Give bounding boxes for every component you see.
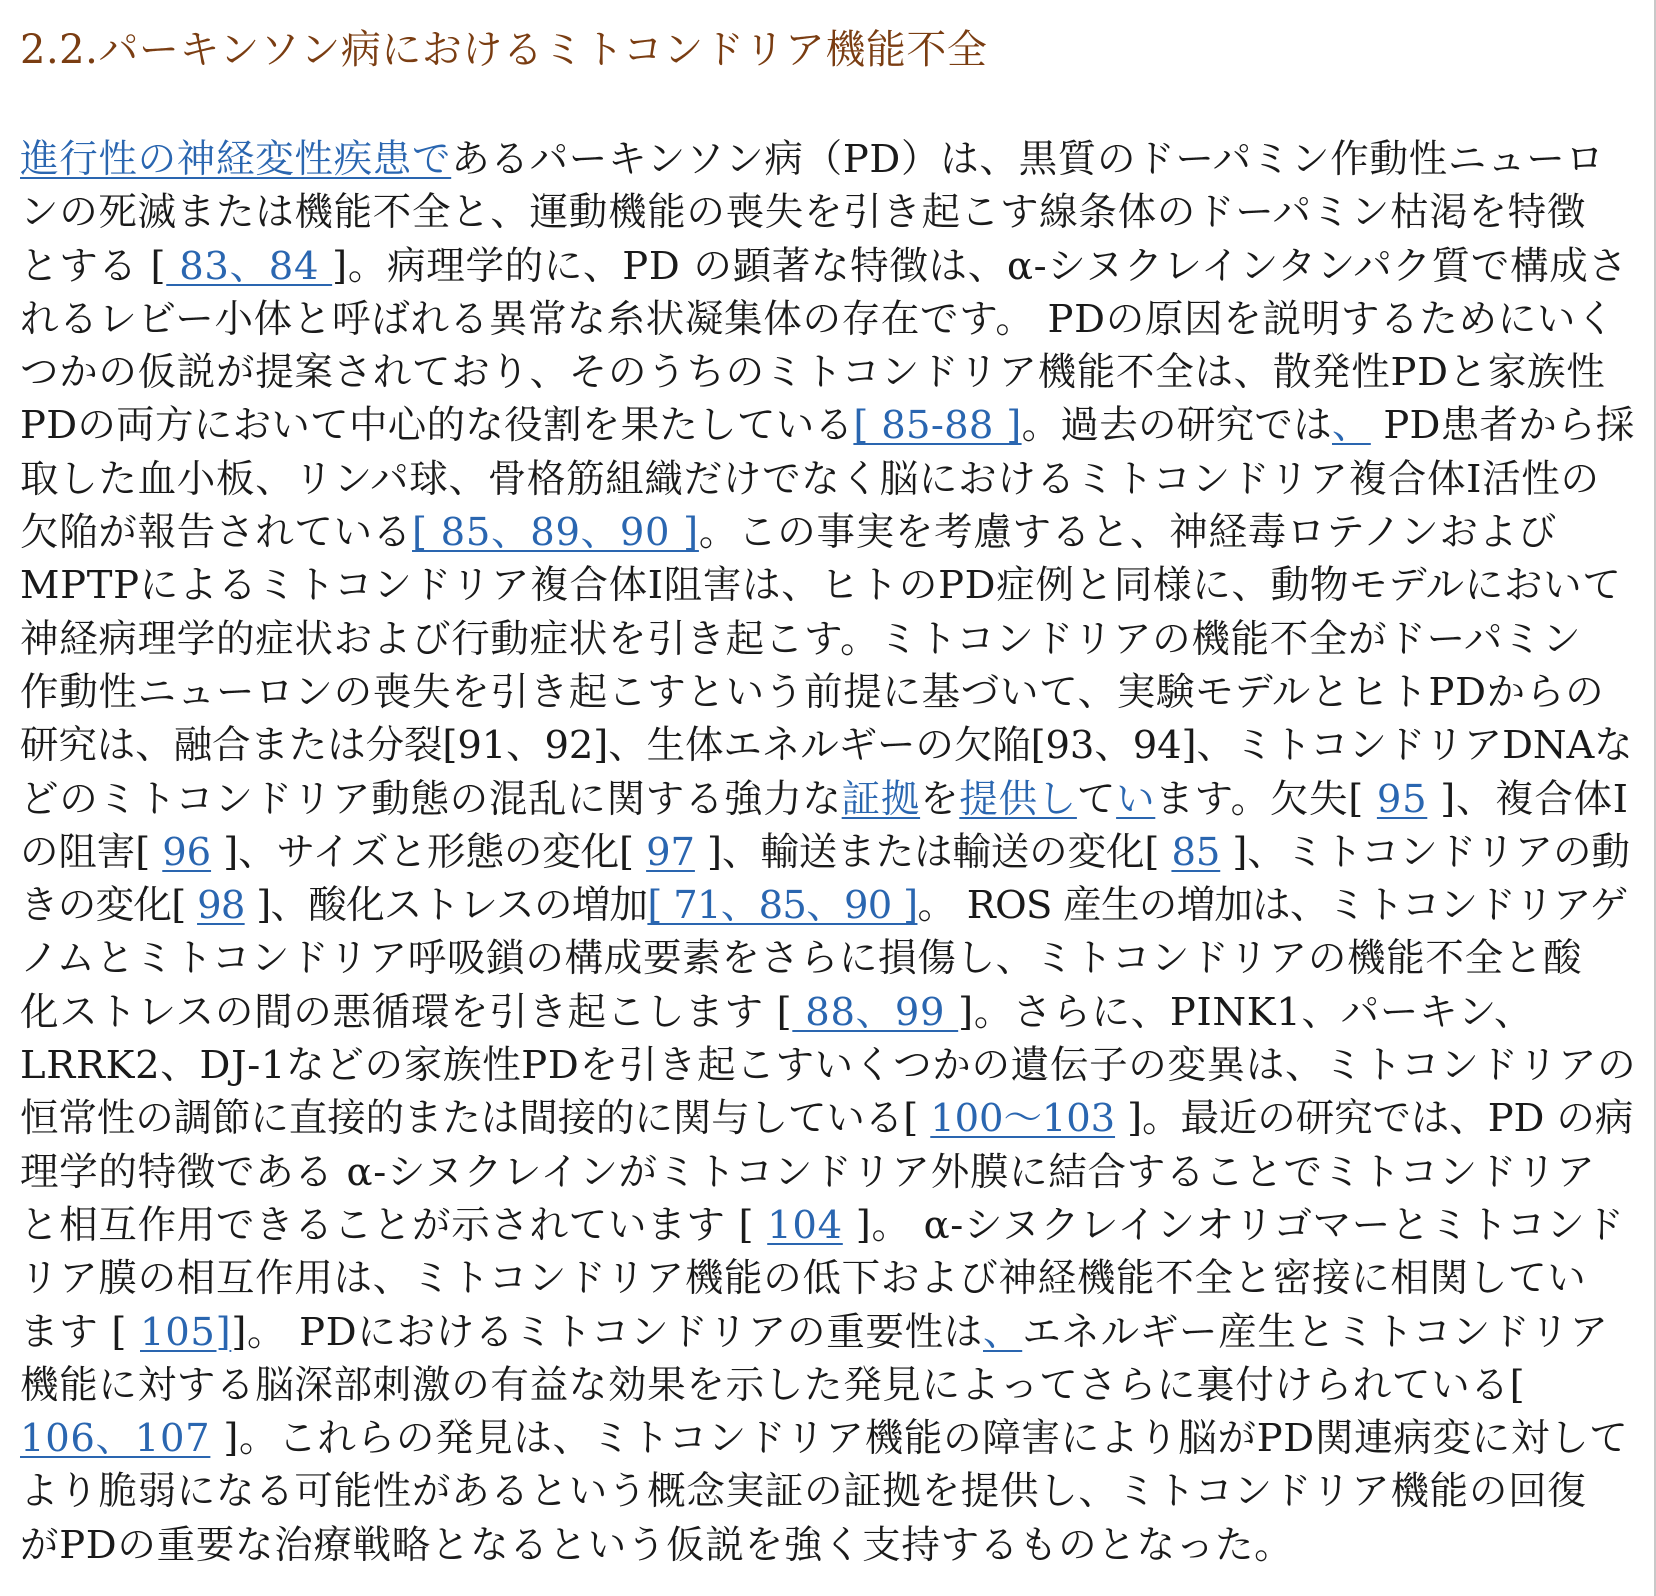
- text-segment: ]。 PDにおけるミトコンドリアの重要性は: [231, 1309, 984, 1355]
- text-line: [20, 986, 1636, 1039]
- reference-link[interactable]: 85: [1171, 829, 1221, 875]
- text-line: [20, 1306, 1636, 1359]
- text-segment: ます [: [20, 1309, 140, 1355]
- text-line: [20, 1092, 1636, 1145]
- text-line: [20, 826, 1636, 879]
- reference-link[interactable]: 95: [1376, 776, 1428, 822]
- text-line: [20, 559, 1636, 612]
- text-segment: ]、酸化ストレスの増加: [244, 883, 648, 929]
- reference-link[interactable]: 97: [646, 829, 695, 875]
- text-segment: ンの死滅または機能不全と、運動機能の喪失を引き起こす線条体のドーパミン枯渇を特徴: [20, 190, 1587, 236]
- text-segment: 機能に対する脳深部刺激の有益な効果を示した発見によってさらに裏付けられている[: [20, 1362, 1526, 1408]
- text-line: [20, 133, 1636, 186]
- section-heading: 2.2.パーキンソン病におけるミトコンドリア機能不全: [20, 27, 988, 73]
- body-paragraph: [20, 133, 1636, 1572]
- text-segment: あるパーキンソン病（PD）は、黒質のドーパミン作動性ニューロ: [451, 137, 1605, 182]
- text-line: [20, 666, 1636, 719]
- text-segment: 。過去の研究では: [1021, 403, 1332, 449]
- text-line: [20, 1519, 1636, 1572]
- text-segment: 。この事実を考慮すると、神経毒ロテノンおよび: [698, 510, 1558, 556]
- text-segment: より脆弱になる可能性があるという概念実証の証拠を提供し、ミトコンドリア機能の回復: [20, 1469, 1587, 1515]
- text-segment: 欠陥が報告されている: [20, 510, 413, 556]
- reference-link[interactable]: い: [1116, 776, 1156, 822]
- reference-link[interactable]: 106、107: [20, 1416, 211, 1462]
- text-line: [20, 293, 1636, 346]
- reference-link[interactable]: [ 85、89、90 ]: [412, 510, 699, 556]
- text-line: [20, 773, 1636, 826]
- text-segment: きの変化[: [20, 883, 198, 929]
- text-line: [20, 932, 1636, 985]
- reference-link[interactable]: 進行性の神経変性疾患で: [20, 137, 452, 182]
- text-segment: ]。さらに、PINK1、パーキン、: [958, 989, 1534, 1035]
- text-line: [20, 613, 1636, 666]
- reference-link[interactable]: 83、84: [166, 243, 333, 289]
- text-segment: ]。病理学的に、PD の顕著な特徴は、α-シヌクレインタンパク質で構成さ: [332, 243, 1628, 289]
- reference-link[interactable]: 、: [983, 1309, 1023, 1355]
- text-line: [20, 453, 1636, 506]
- text-segment: LRRK2、DJ-1などの家族性PDを引き起こすいくつかの遺伝子の変異は、ミトコンドリアの: [20, 1043, 1637, 1089]
- text-segment: ]、複合体I: [1427, 776, 1629, 822]
- reference-link[interactable]: 98: [197, 883, 245, 929]
- text-line: [20, 1199, 1636, 1252]
- text-segment: 取した血小板、リンパ球、骨格筋組織だけでなく脳におけるミトコンドリア複合体I活性の: [20, 456, 1600, 502]
- reference-link[interactable]: [ 85-88 ]: [853, 403, 1022, 449]
- reference-link[interactable]: 88、99: [792, 989, 959, 1035]
- text-segment: ]。 α-シヌクレインオリゴマーとミトコンド: [842, 1202, 1625, 1248]
- text-segment: 理学的特徴である α-シヌクレインがミトコンドリア外膜に結合することでミトコンドリア: [20, 1149, 1596, 1195]
- text-segment: リア膜の相互作用は、ミトコンドリア機能の低下および神経機能不全と密接に相関してい: [20, 1256, 1587, 1302]
- text-line: [20, 1412, 1636, 1465]
- text-line: [20, 1359, 1636, 1412]
- text-segment: 恒常性の調節に直接的または間接的に関与している[: [20, 1096, 931, 1142]
- reference-link[interactable]: [ 71、85、90 ]: [647, 883, 918, 929]
- text-segment: ]。これらの発見は、ミトコンドリア機能の障害により脳がPD関連病変に対して: [210, 1416, 1629, 1462]
- text-segment: と相互作用できることが示されています [: [20, 1202, 768, 1248]
- text-segment: ]、サイズと形態の変化[: [211, 829, 647, 875]
- text-segment: とする [: [20, 243, 167, 289]
- text-segment: PDの両方において中心的な役割を果たしている: [20, 403, 854, 449]
- text-segment: 神経病理学的症状および行動症状を引き起こす。ミトコンドリアの機能不全がドーパミン: [20, 616, 1582, 662]
- text-segment: を: [920, 776, 960, 822]
- text-segment: の阻害[: [20, 829, 163, 875]
- text-line: [20, 506, 1636, 559]
- reference-link[interactable]: 証拠: [841, 776, 921, 822]
- reference-link[interactable]: 96: [162, 829, 212, 875]
- text-segment: ]、輸送または輸送の変化[: [694, 829, 1172, 875]
- reference-link[interactable]: 提供し: [959, 776, 1077, 822]
- text-segment: どのミトコンドリア動態の混乱に関する強力な: [20, 776, 842, 822]
- text-segment: て: [1076, 776, 1117, 822]
- reference-link[interactable]: 104: [767, 1202, 843, 1248]
- text-segment: 作動性ニューロンの喪失を引き起こすという前提に基づいて、実験モデルとヒトPDからの: [20, 669, 1605, 715]
- text-segment: れるレビー小体と呼ばれる異常な糸状凝集体の存在です。 PDの原因を説明するためにいく: [20, 296, 1616, 342]
- text-segment: つかの仮説が提案されており、そのうちのミトコンドリア機能不全は、散発性PDと家族性: [20, 350, 1606, 396]
- text-segment: 化ストレスの間の悪循環を引き起こします [: [20, 989, 793, 1035]
- text-line: [20, 1465, 1636, 1518]
- text-segment: 研究は、融合または分裂[91、92]、生体エネルギーの欠陥[93、94]、ミトコンドリアDNAな: [20, 723, 1633, 769]
- text-line: [20, 346, 1636, 399]
- text-segment: PD患者から採: [1370, 403, 1635, 449]
- text-segment: エネルギー産生とミトコンドリア: [1022, 1309, 1609, 1355]
- text-segment: ]、ミトコンドリアの動: [1220, 829, 1630, 875]
- text-segment: MPTPによるミトコンドリア複合体I阻害は、ヒトのPD症例と同様に、動物モデルにおいて: [20, 563, 1622, 609]
- reference-link[interactable]: 100〜103: [930, 1096, 1116, 1142]
- text-line: [20, 1252, 1636, 1305]
- text-segment: ]。最近の研究では、PD の病: [1115, 1096, 1634, 1142]
- reference-link[interactable]: 、: [1332, 403, 1371, 449]
- text-line: [20, 1146, 1636, 1199]
- text-segment: がPDの重要な治療戦略となるという仮説を強く支持するものとなった。: [20, 1522, 1294, 1568]
- text-line: [20, 719, 1636, 772]
- reference-link[interactable]: 105]: [140, 1309, 232, 1355]
- text-line: [20, 399, 1636, 452]
- text-line: [20, 186, 1636, 239]
- text-segment: 。 ROS 産生の増加は、ミトコンドリアゲ: [917, 883, 1628, 929]
- text-line: [20, 1039, 1636, 1092]
- text-segment: ノムとミトコンドリア呼吸鎖の構成要素をさらに損傷し、ミトコンドリアの機能不全と酸: [20, 936, 1583, 982]
- text-line: [20, 240, 1636, 293]
- text-segment: ます。欠失[: [1155, 776, 1377, 822]
- text-line: [20, 879, 1636, 932]
